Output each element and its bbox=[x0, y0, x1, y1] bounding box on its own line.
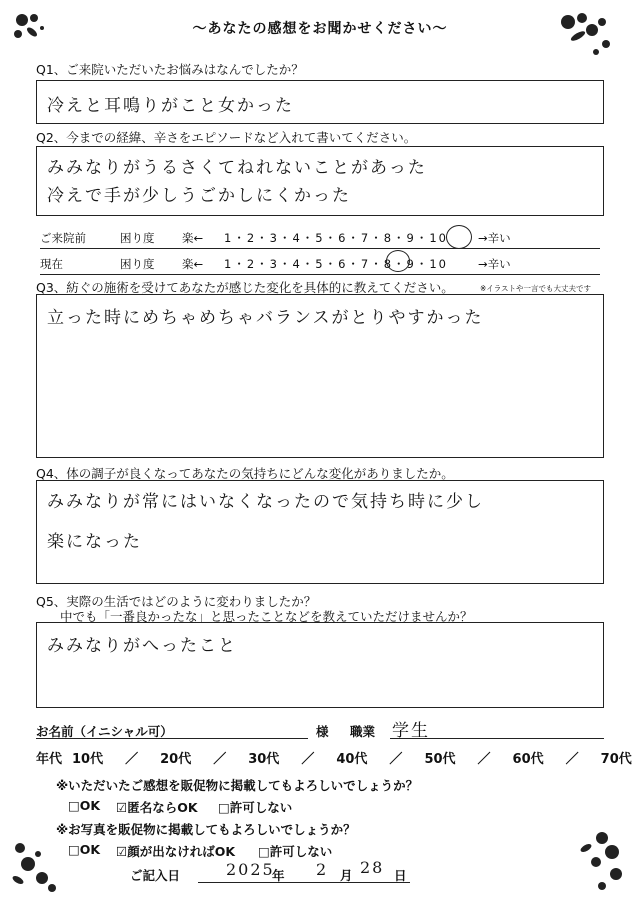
scale-now-hard: →辛い bbox=[478, 257, 511, 271]
scale-before-rule bbox=[40, 248, 600, 249]
q4-label: Q4、体の調子が良くなってあなたの気持ちにどんな変化がありましたか。 bbox=[36, 466, 454, 481]
q2-label: Q2、今までの経緯、辛さをエピソードなど入れて書いてください。 bbox=[36, 130, 417, 145]
age-option-60s[interactable]: 60代 bbox=[512, 752, 544, 767]
name-line bbox=[36, 738, 308, 739]
q2-answer-line1: みみなりがうるさくてねれないことがあった bbox=[47, 158, 427, 178]
job-value: 学生 bbox=[392, 721, 430, 741]
scale-now-difficulty: 困り度 bbox=[120, 257, 155, 271]
date-line bbox=[198, 882, 410, 883]
scale-before-difficulty: 困り度 bbox=[120, 231, 155, 245]
q3-answer: 立った時にめちゃめちゃバランスがとりやすかった bbox=[47, 308, 484, 328]
q4-answer-line1: みみなりが常にはいなくなったので気持ち時に少し bbox=[47, 492, 484, 512]
age-option-40s[interactable]: 40代 bbox=[336, 752, 368, 767]
q5-answer: みみなりがへったこと bbox=[47, 636, 237, 656]
age-option-70s[interactable]: 70代 bbox=[600, 752, 632, 767]
q5-label: Q5、実際の生活ではどのように変わりましたか？ bbox=[36, 594, 317, 609]
name-label: お名前（イニシャル可） bbox=[36, 724, 173, 739]
scale-before-label: ご来院前 bbox=[40, 231, 86, 245]
consent1-question: ※いただいたご感想を販促物に掲載してもよろしいでしょうか？ bbox=[56, 778, 419, 793]
q1-answer: 冷えと耳鳴りがこと女かった bbox=[47, 96, 294, 116]
consent1-no[interactable]: □許可しない bbox=[218, 800, 293, 815]
consent2-ok[interactable]: □OK bbox=[68, 842, 101, 857]
age-options: 10代 ／ 20代 ／ 30代 ／ 40代 ／ 50代 ／ 60代 ／ 70代 bbox=[72, 752, 632, 767]
name-sama: 様 bbox=[316, 724, 329, 739]
date-month: 2 bbox=[316, 860, 329, 879]
job-line bbox=[390, 738, 604, 739]
q2-answer-box bbox=[36, 146, 604, 216]
age-option-20s[interactable]: 20代 bbox=[160, 752, 192, 767]
scale-now-numbers: 1・2・3・4・5・6・7・8・9・10 bbox=[224, 257, 448, 271]
scale-now-label: 現在 bbox=[40, 257, 63, 271]
consent2-no[interactable]: □許可しない bbox=[258, 844, 333, 859]
q1-answer-box bbox=[36, 80, 604, 124]
q5-answer-box bbox=[36, 622, 604, 708]
q3-answer-box bbox=[36, 294, 604, 458]
consent2-face[interactable]: ☑顔が出なければOK bbox=[116, 844, 236, 859]
scale-before-circle bbox=[446, 225, 472, 249]
age-option-30s[interactable]: 30代 bbox=[248, 752, 280, 767]
scale-before-easy: 楽← bbox=[182, 231, 204, 245]
date-year-unit: 年 bbox=[272, 868, 285, 883]
scale-now-row bbox=[40, 256, 600, 272]
q3-note: ※イラストや一言でも大丈夫です bbox=[480, 284, 592, 293]
q4-answer-box bbox=[36, 480, 604, 584]
date-label: ご記入日 bbox=[130, 868, 181, 883]
scale-now-circle bbox=[386, 250, 410, 272]
q2-answer-line2: 冷えで手が少しうごかしにくかった bbox=[47, 186, 351, 206]
date-day: 28 bbox=[360, 858, 385, 877]
corner-ornament-bottom-right bbox=[572, 826, 632, 896]
scale-before-hard: →辛い bbox=[478, 231, 511, 245]
job-label: 職業 bbox=[350, 724, 376, 739]
date-year: 2025 bbox=[226, 860, 275, 879]
q3-label: Q3、紡ぐの施術を受けてあなたが感じた変化を具体的に教えてください。 bbox=[36, 280, 454, 295]
q5-label2: 中でも「一番良かったな」と思ったことなどを教えていただけませんか？ bbox=[60, 609, 473, 624]
consent1-anonymous[interactable]: ☑匿名ならOK bbox=[116, 800, 198, 815]
form-title: 〜あなたの感想をお聞かせください〜 bbox=[192, 21, 448, 37]
date-month-unit: 月 bbox=[340, 868, 353, 883]
age-label: 年代 bbox=[36, 752, 63, 767]
scale-before-row bbox=[40, 230, 600, 246]
scale-now-rule bbox=[40, 274, 600, 275]
scale-now-easy: 楽← bbox=[182, 257, 204, 271]
age-option-10s[interactable]: 10代 bbox=[72, 752, 104, 767]
consent1-ok[interactable]: □OK bbox=[68, 798, 101, 813]
age-option-50s[interactable]: 50代 bbox=[424, 752, 456, 767]
corner-ornament-bottom-left bbox=[8, 834, 68, 898]
date-day-unit: 日 bbox=[394, 868, 407, 883]
q1-label: Q1、ご来院いただいたお悩みはなんでしたか？ bbox=[36, 62, 304, 77]
scale-before-numbers: 1・2・3・4・5・6・7・8・9・10 bbox=[224, 231, 448, 245]
consent2-question: ※お写真を販促物に掲載してもよろしいでしょうか？ bbox=[56, 822, 356, 837]
q4-answer-line2: 楽になった bbox=[47, 532, 142, 552]
age-row bbox=[36, 748, 632, 767]
